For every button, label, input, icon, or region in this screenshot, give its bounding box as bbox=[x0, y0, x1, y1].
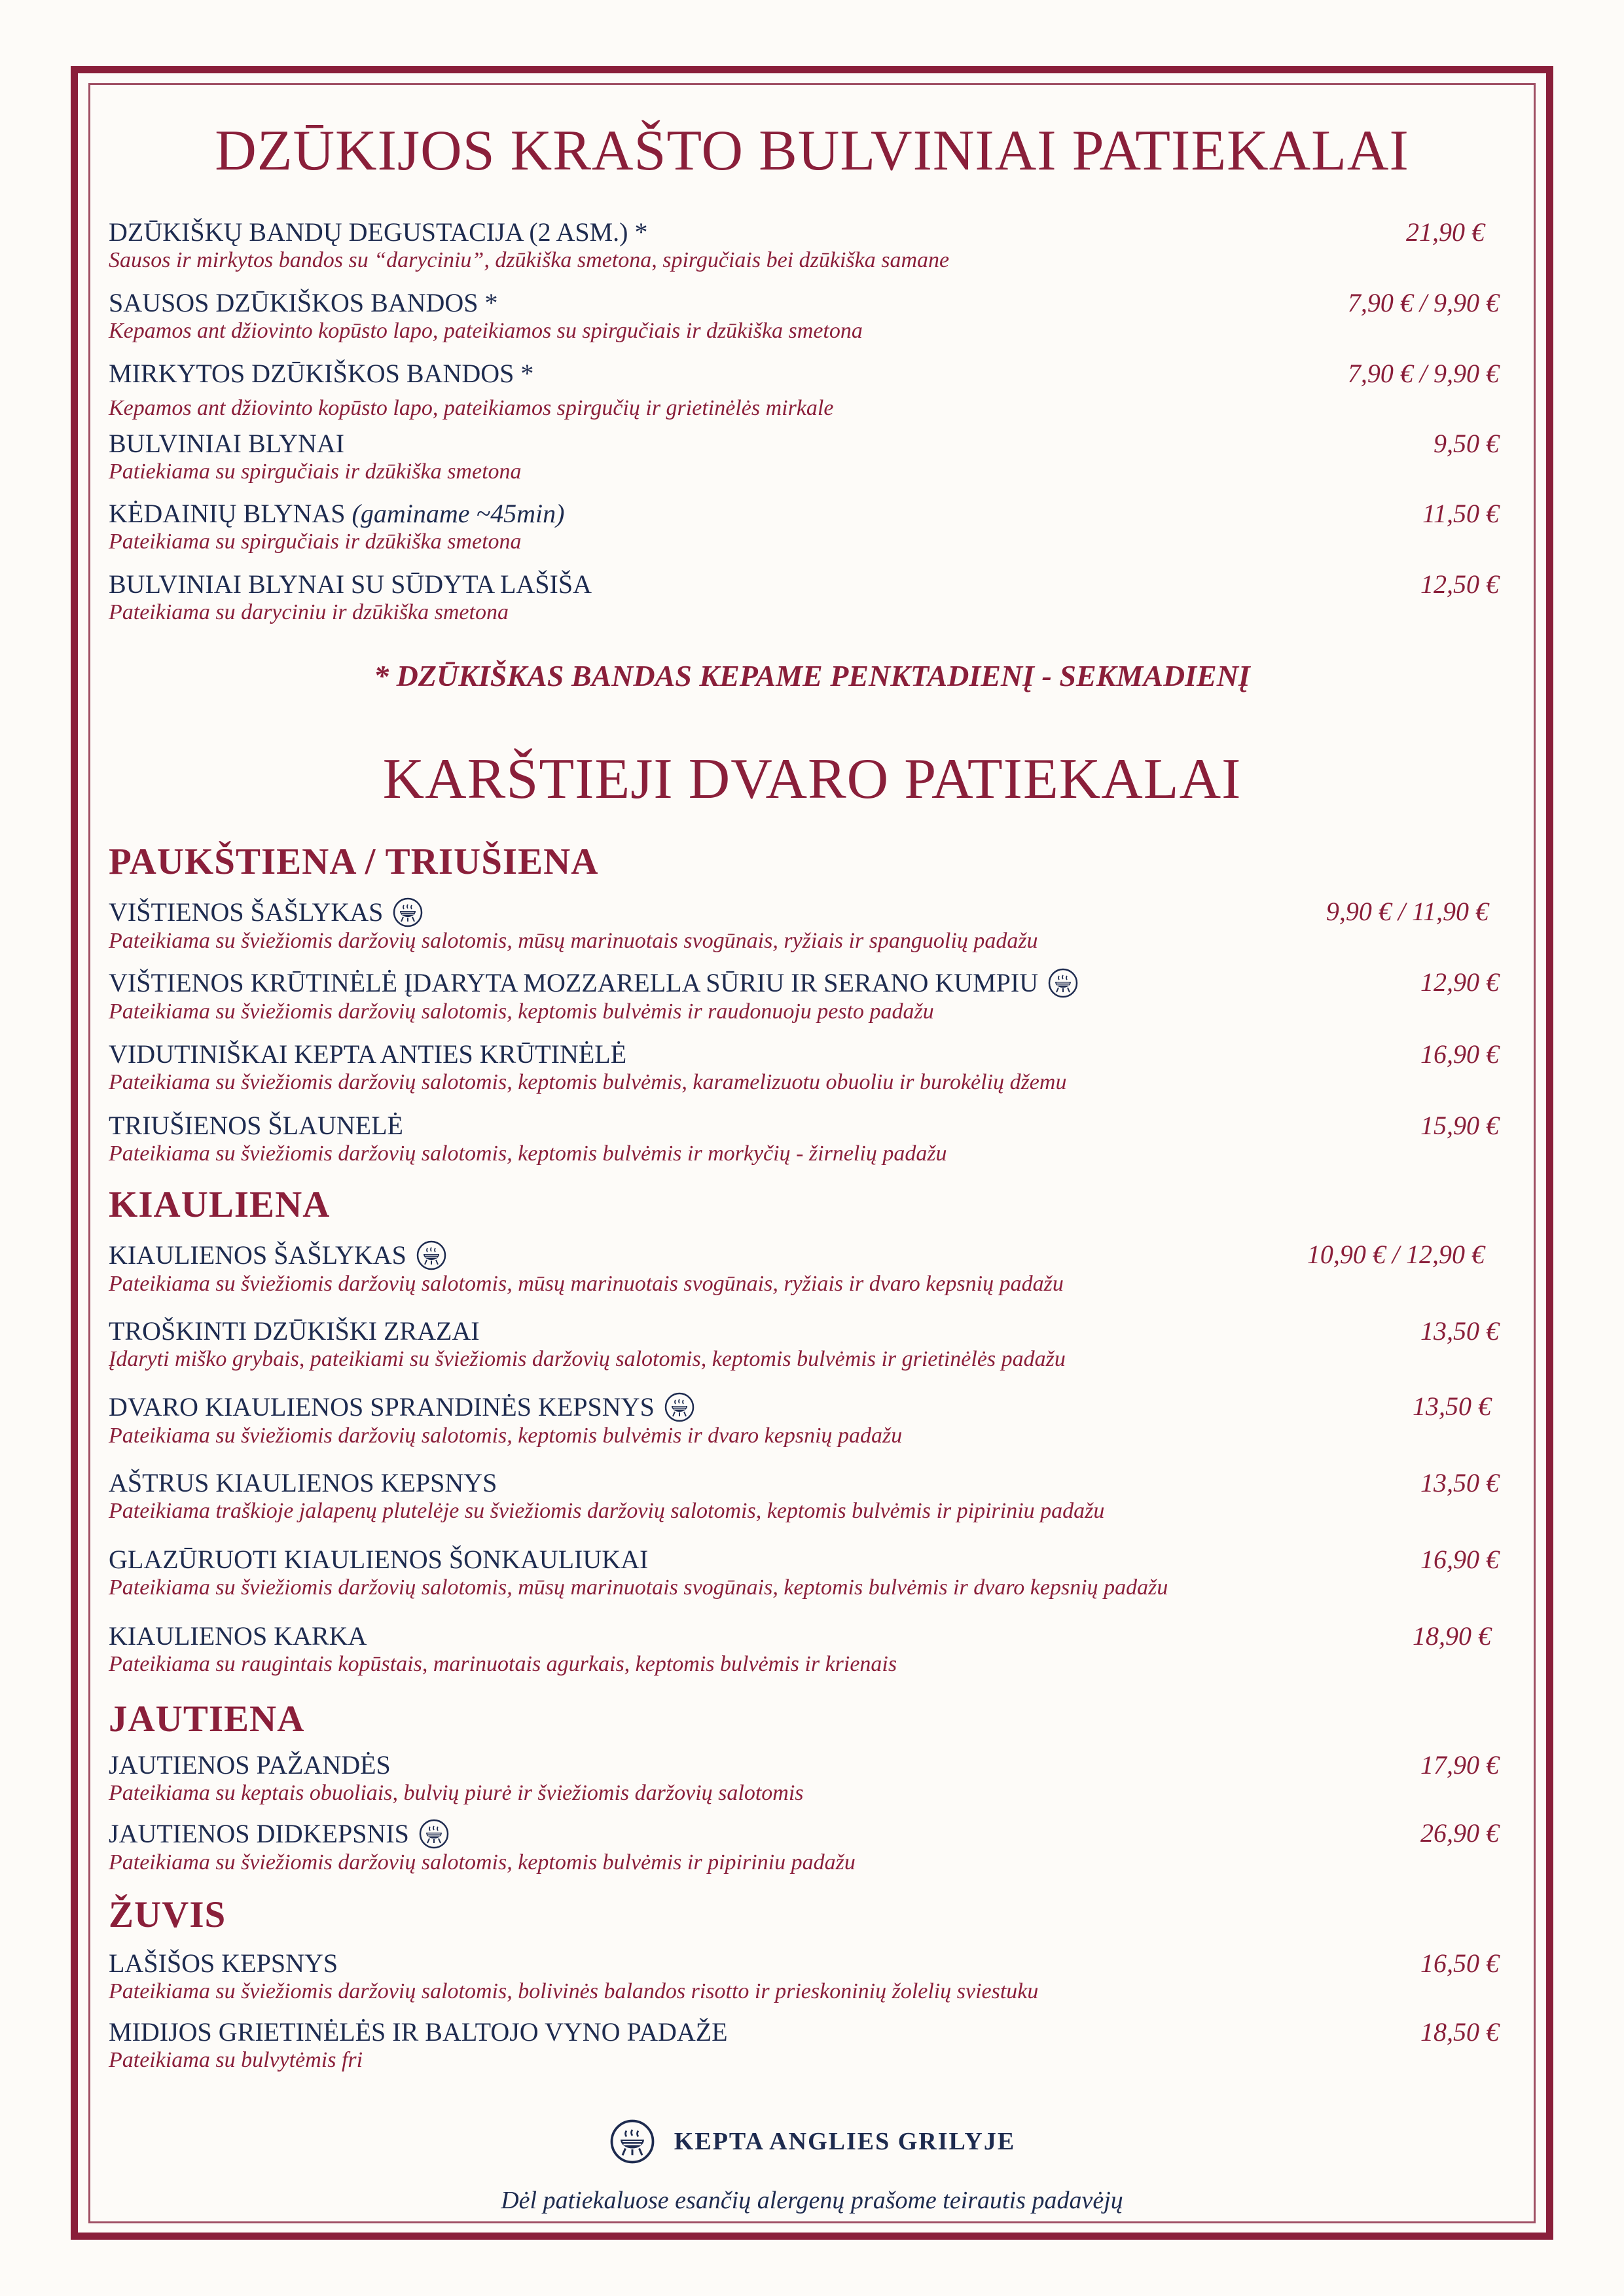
item-note: (gaminame ~45min) bbox=[352, 499, 565, 528]
item-description: Kepamos ant džiovinto kopūsto lapo, pateikiamos spirgučių ir grietinėlės mirkale bbox=[109, 396, 834, 420]
item-description: Sausos ir mirkytos bandos su “daryciniu”, dzūkiška smetona, spirgučiais bei dzūkiška samane bbox=[109, 248, 950, 272]
item-name: MIRKYTOS DZŪKIŠKOS BANDOS * bbox=[109, 359, 534, 388]
menu-item bbox=[109, 217, 1515, 274]
item-description: Pateikiama su šviežiomis daržovių salotomis, keptomis bulvėmis ir morkyčių - žirnelių padažu bbox=[109, 1141, 947, 1166]
item-price: 9,90 € / 11,90 € bbox=[1326, 897, 1489, 926]
item-name: AŠTRUS KIAULIENOS KEPSNYS bbox=[109, 1468, 497, 1498]
item-price: 13,50 € bbox=[1420, 1468, 1499, 1498]
grill-icon bbox=[1047, 967, 1079, 999]
item-description: Pateikiama su šviežiomis daržovių salotomis, keptomis bulvėmis ir raudonuoju pesto padažu bbox=[109, 999, 934, 1024]
item-price: 18,90 € bbox=[1413, 1621, 1491, 1651]
item-price: 7,90 € / 9,90 € bbox=[1347, 288, 1499, 317]
menu-item bbox=[109, 1468, 1515, 1524]
menu-item bbox=[109, 359, 1515, 422]
item-price: 13,50 € bbox=[1420, 1316, 1499, 1346]
grill-icon bbox=[418, 1818, 450, 1850]
category-pork: KIAULIENA bbox=[109, 1184, 331, 1225]
item-description: Pateikiama traškioje jalapenų plutelėje su šviežiomis daržovių salotomis, keptomis bulvėmis ir pipiriniu padažu bbox=[109, 1499, 1105, 1523]
item-price: 12,90 € bbox=[1420, 967, 1499, 997]
item-description: Pateikiama su bulvytėmis fri bbox=[109, 2048, 363, 2072]
item-price: 10,90 € / 12,90 € bbox=[1307, 1240, 1485, 1269]
item-price: 9,50 € bbox=[1434, 429, 1499, 458]
category-beef: JAUTIENA bbox=[109, 1698, 305, 1740]
grill-icon bbox=[664, 1391, 695, 1423]
item-price: 16,90 € bbox=[1420, 1039, 1499, 1069]
item-description: Pateikiama su šviežiomis daržovių salotomis, keptomis bulvėmis, karamelizuotu obuoliu ir burokėlių džemu bbox=[109, 1070, 1067, 1094]
menu-item bbox=[109, 1391, 1515, 1449]
item-name: BULVINIAI BLYNAI SU SŪDYTA LAŠIŠA bbox=[109, 569, 592, 599]
item-description: Pateikiama su šviežiomis daržovių salotomis, mūsų marinuotais svogūnais, ryžiais ir spanguolių padažu bbox=[109, 929, 1038, 953]
item-name: VIŠTIENOS ŠAŠLYKAS bbox=[109, 897, 384, 927]
menu-item bbox=[109, 499, 1515, 555]
item-price: 12,50 € bbox=[1420, 569, 1499, 599]
item-description: Pateikiama su šviežiomis daržovių salotomis, keptomis bulvėmis ir dvaro kepsnių padažu bbox=[109, 1424, 903, 1448]
item-description: Pateikiama su šviežiomis daržovių salotomis, mūsų marinuotais svogūnais, ryžiais ir dvaro kepsnių padažu bbox=[109, 1272, 1064, 1296]
item-description: Pateikiama su šviežiomis daržovių salotomis, bolivinės balandos risotto ir prieskoninių žolelių sviestuku bbox=[109, 1979, 1039, 2003]
item-name: DZŪKIŠKŲ BANDŲ DEGUSTACIJA (2 ASM.) * bbox=[109, 217, 648, 247]
grill-icon bbox=[392, 897, 424, 928]
allergen-note: Dėl patiekaluose esančių alergenų prašome teirautis padavėjų bbox=[501, 2187, 1123, 2214]
item-price: 21,90 € bbox=[1406, 217, 1485, 247]
item-name: JAUTIENOS PAŽANDĖS bbox=[109, 1750, 391, 1780]
item-description: Patiekiama su spirgučiais ir dzūkiška smetona bbox=[109, 459, 522, 484]
menu-item bbox=[109, 2017, 1515, 2073]
item-price: 11,50 € bbox=[1422, 499, 1499, 528]
grill-icon bbox=[609, 2118, 656, 2165]
item-price: 18,50 € bbox=[1420, 2017, 1499, 2047]
item-name: SAUSOS DZŪKIŠKOS BANDOS * bbox=[109, 288, 498, 317]
menu-item bbox=[109, 1818, 1515, 1876]
item-name: TROŠKINTI DZŪKIŠKI ZRAZAI bbox=[109, 1316, 480, 1346]
grill-icon bbox=[416, 1240, 447, 1271]
menu-item bbox=[109, 967, 1515, 1025]
item-price: 16,90 € bbox=[1420, 1545, 1499, 1574]
item-name: KĖDAINIŲ BLYNAS bbox=[109, 499, 346, 528]
item-price: 17,90 € bbox=[1420, 1750, 1499, 1780]
section-title-potato-dishes: DZŪKIJOS KRAŠTO BULVINIAI PATIEKALAI bbox=[215, 119, 1409, 183]
menu-item bbox=[109, 1621, 1515, 1677]
item-name: KIAULIENOS KARKA bbox=[109, 1621, 367, 1651]
item-description: Pateikiama su spirgučiais ir dzūkiška smetona bbox=[109, 529, 522, 554]
menu-item bbox=[109, 1240, 1515, 1297]
menu-item bbox=[109, 1545, 1515, 1601]
item-name: DVARO KIAULIENOS SPRANDINĖS KEPSNYS bbox=[109, 1392, 655, 1422]
item-name: VIDUTINIŠKAI KEPTA ANTIES KRŪTINĖLĖ bbox=[109, 1039, 627, 1069]
grill-legend bbox=[0, 2118, 1624, 2165]
item-description: Pateikiama su keptais obuoliais, bulvių piurė ir šviežiomis daržovių salotomis bbox=[109, 1781, 804, 1805]
item-name: LAŠIŠOS KEPSNYS bbox=[109, 1948, 338, 1978]
item-name: JAUTIENOS DIDKEPSNIS bbox=[109, 1819, 409, 1848]
item-price: 7,90 € / 9,90 € bbox=[1347, 359, 1499, 388]
menu-item bbox=[109, 569, 1515, 626]
menu-item bbox=[109, 288, 1515, 344]
item-name: GLAZŪRUOTI KIAULIENOS ŠONKAULIUKAI bbox=[109, 1545, 649, 1574]
item-description: Pateikiama su šviežiomis daržovių salotomis, mūsų marinuotais svogūnais, keptomis bulvėmis ir dvaro kepsnių padažu bbox=[109, 1575, 1168, 1600]
menu-item bbox=[109, 429, 1515, 485]
menu-item bbox=[109, 1948, 1515, 2005]
item-name: MIDIJOS GRIETINĖLĖS IR BALTOJO VYNO PADAŽE bbox=[109, 2017, 728, 2047]
section-title-hot-dishes: KARŠTIEJI DVARO PATIEKALAI bbox=[382, 747, 1242, 811]
menu-item bbox=[109, 1750, 1515, 1806]
item-description: Pateikiama su daryciniu ir dzūkiška smetona bbox=[109, 600, 509, 624]
category-fish: ŽUVIS bbox=[109, 1894, 226, 1935]
menu-item bbox=[109, 1316, 1515, 1372]
menu-item bbox=[109, 897, 1515, 954]
item-price: 15,90 € bbox=[1420, 1111, 1499, 1140]
item-price: 26,90 € bbox=[1420, 1818, 1499, 1848]
item-description: Pateikiama su raugintais kopūstais, marinuotais agurkais, keptomis bulvėmis ir krienais bbox=[109, 1652, 897, 1676]
item-description: Įdaryti miško grybais, pateikiami su šviežiomis daržovių salotomis, keptomis bulvėmis ir grietinėlės padažu bbox=[109, 1347, 1066, 1371]
item-name: VIŠTIENOS KRŪTINĖLĖ ĮDARYTA MOZZARELLA SŪRIU IR SERANO KUMPIU bbox=[109, 968, 1039, 997]
menu-item bbox=[109, 1039, 1515, 1096]
item-price: 13,50 € bbox=[1413, 1391, 1491, 1421]
bandos-notice: * DZŪKIŠKAS BANDAS KEPAME PENKTADIENĮ - SEKMADIENĮ bbox=[374, 659, 1250, 692]
item-description: Kepamos ant džiovinto kopūsto lapo, pateikiamos su spirgučiais ir dzūkiška smetona bbox=[109, 319, 863, 343]
item-price: 16,50 € bbox=[1420, 1948, 1499, 1978]
menu-item bbox=[109, 1111, 1515, 1167]
item-name: KIAULIENOS ŠAŠLYKAS bbox=[109, 1240, 406, 1270]
category-poultry: PAUKŠTIENA / TRIUŠIENA bbox=[109, 841, 599, 882]
item-name: BULVINIAI BLYNAI bbox=[109, 429, 345, 458]
grill-legend-label: KEPTA ANGLIES GRILYJE bbox=[674, 2128, 1016, 2155]
item-name: TRIUŠIENOS ŠLAUNELĖ bbox=[109, 1111, 403, 1140]
item-description: Pateikiama su šviežiomis daržovių salotomis, keptomis bulvėmis ir pipiriniu padažu bbox=[109, 1850, 856, 1874]
